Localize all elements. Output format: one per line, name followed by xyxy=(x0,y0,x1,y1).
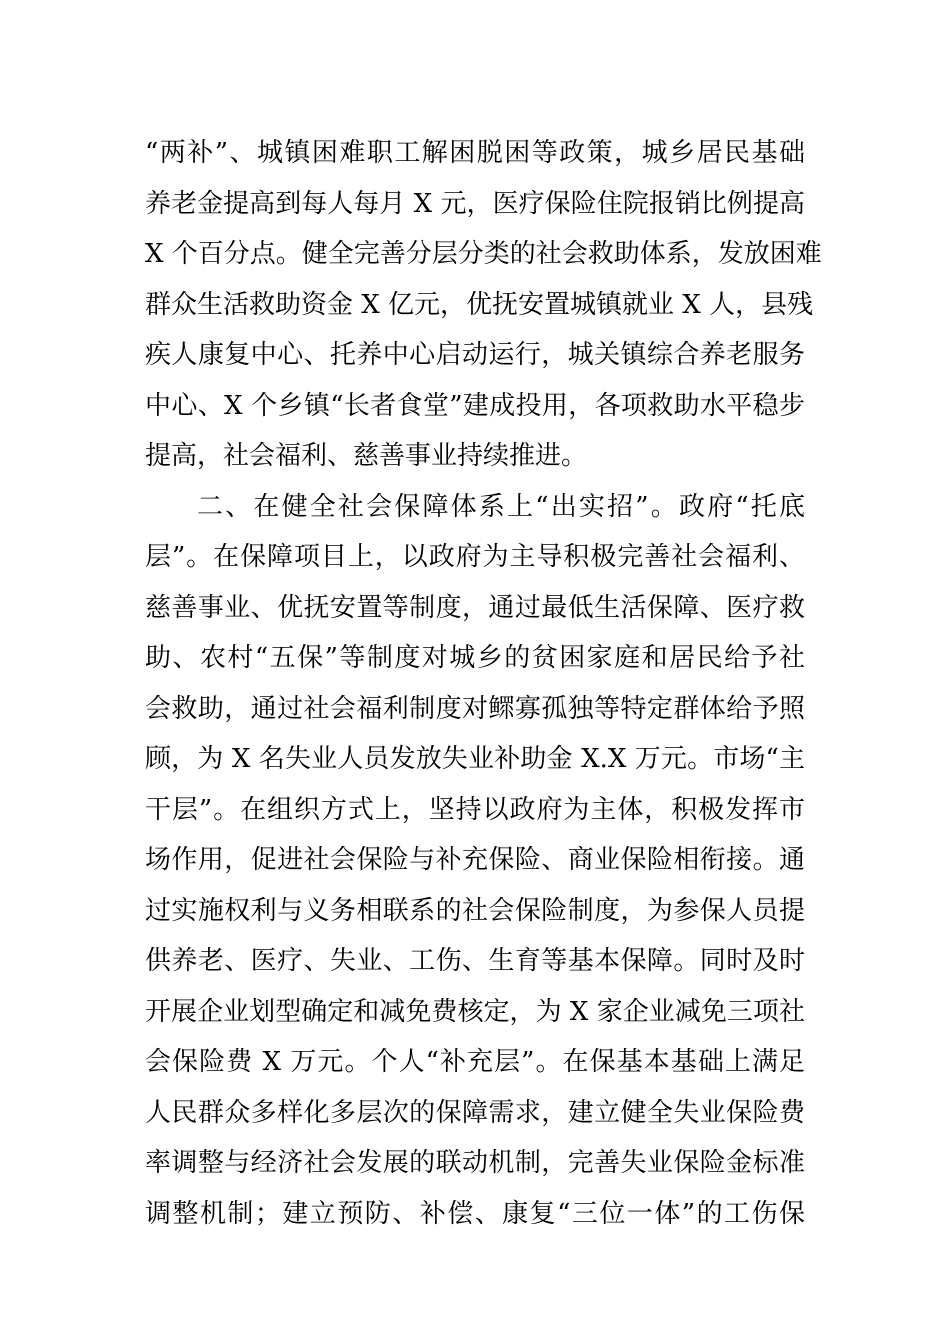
paragraph-line: 人民群众多样化多层次的保障需求，建立健全失业保险费 xyxy=(145,1097,805,1128)
paragraph-line: 顾，为 X 名失业人员发放失业补助金 X.X 万元。市场“主 xyxy=(145,744,805,774)
paragraph-line: 供养老、医疗、失业、工伤、生育等基本保障。同时及时 xyxy=(145,946,805,976)
paragraph-line: 过实施权利与义务相联系的社会保险制度，为参保人员提 xyxy=(145,895,805,926)
paragraph-line: 层”。在保障项目上，以政府为主导积极完善社会福利、 xyxy=(145,542,805,572)
paragraph-line: 率调整与经济社会发展的联动机制，完善失业保险金标准 xyxy=(145,1148,805,1178)
paragraph-line: 助、农村“五保”等制度对城乡的贫困家庭和居民给予社 xyxy=(145,643,805,673)
paragraph-line: 场作用，促进社会保险与补充保险、商业保险相衔接。通 xyxy=(145,845,805,875)
paragraph-line: X 个百分点。健全完善分层分类的社会救助体系，发放困难 xyxy=(145,239,822,269)
document-body xyxy=(145,128,822,1239)
paragraph-line: 调整机制；建立预防、补偿、康复“三位一体”的工伤保 xyxy=(145,1198,805,1229)
paragraph-2 xyxy=(145,482,805,1240)
paragraph-line: 养老金提高到每人每月 X 元，医疗保险住院报销比例提高 xyxy=(145,188,805,219)
paragraph-line: 提高，社会福利、慈善事业持续推进。 xyxy=(145,441,588,471)
paragraph-line: 干层”。在组织方式上，坚持以政府为主体，积极发挥市 xyxy=(145,794,805,825)
paragraph-1 xyxy=(145,128,822,482)
paragraph-line: 中心、X 个乡镇“长者食堂”建成投用，各项救助水平稳步 xyxy=(145,390,805,421)
paragraph-line: 群众生活救助资金 X 亿元，优抚安置城镇就业 X 人，县残 xyxy=(145,289,814,320)
paragraph-line: 二、在健全社会保障体系上“出实招”。政府“托底 xyxy=(197,491,805,522)
paragraph-line: “两补”、城镇困难职工解困脱困等政策，城乡居民基础 xyxy=(145,138,805,168)
paragraph-line: 慈善事业、优抚安置等制度，通过最低生活保障、医疗救 xyxy=(145,592,805,623)
paragraph-line: 开展企业划型确定和减免费核定，为 X 家企业减免三项社 xyxy=(145,996,805,1027)
paragraph-line: 会保险费 X 万元。个人“补充层”。在保基本基础上满足 xyxy=(145,1047,805,1077)
paragraph-line: 会救助，通过社会福利制度对鳏寡孤独等特定群体给予照 xyxy=(145,693,805,724)
paragraph-line: 疾人康复中心、托养中心启动运行，城关镇综合养老服务 xyxy=(145,340,805,370)
